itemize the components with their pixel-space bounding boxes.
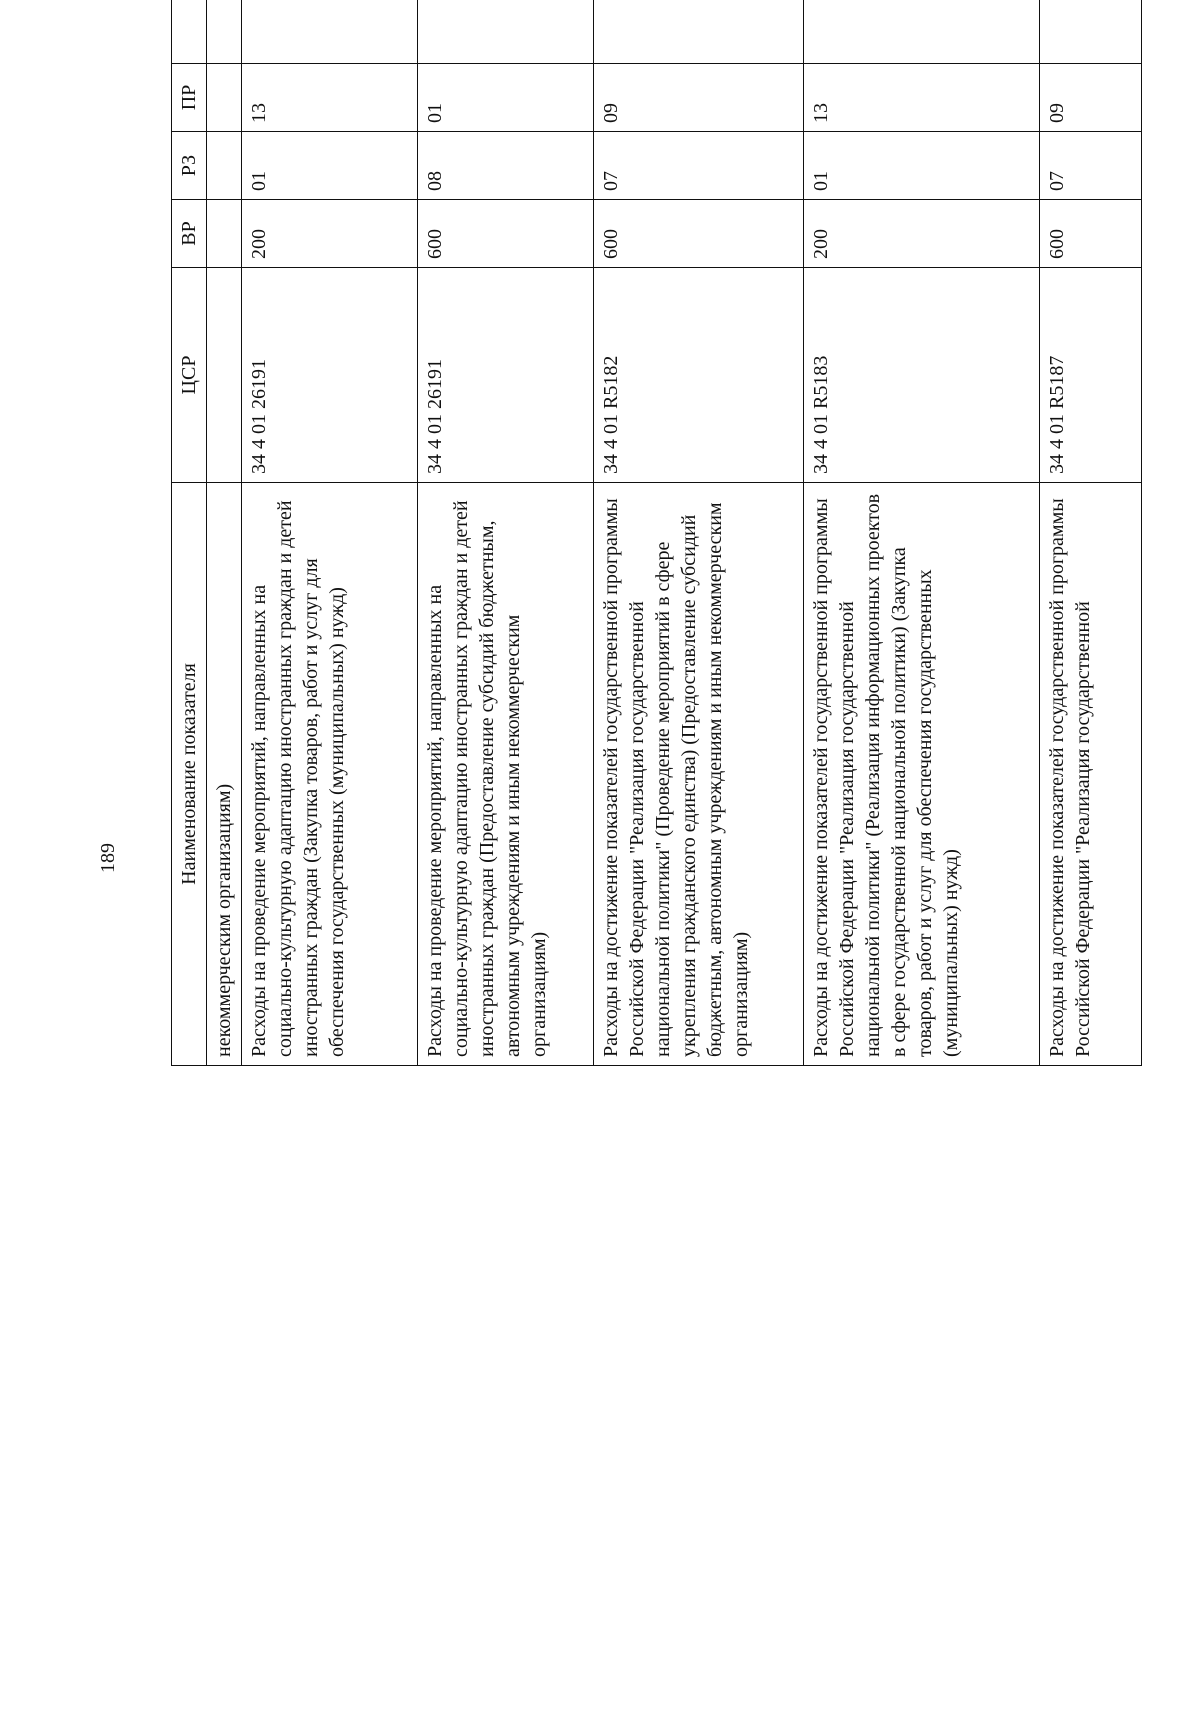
row-name: Расходы на проведение мероприятий, направленных на социально-культурную адаптацию иностранных граждан и детей иностранных граждан (Закупка товаров, работ и услуг для обеспечения государственных (муниципальных) нужд) xyxy=(242,483,418,1066)
row-rz: 01 xyxy=(242,132,418,200)
row-csr: 34 4 01 R5182 xyxy=(594,268,804,483)
row-pr: 09 xyxy=(594,64,804,132)
header-rz: РЗ xyxy=(172,132,207,200)
header-pr: ПР xyxy=(172,64,207,132)
continuation-text: некоммерческим организациям) xyxy=(207,483,242,1066)
header-2025 xyxy=(172,0,207,64)
row-rz: 01 xyxy=(804,132,1040,200)
row-vr: 200 xyxy=(242,200,418,268)
row-name: Расходы на достижение показателей государственной программы Российской Федерации "Реализация государственной xyxy=(1040,483,1142,1066)
table-row xyxy=(418,0,594,1066)
header-vr: ВР xyxy=(172,200,207,268)
page-number: 189 xyxy=(97,843,119,873)
row-2025 xyxy=(1040,0,1142,64)
row-rz: 07 xyxy=(594,132,804,200)
row-pr: 09 xyxy=(1040,64,1142,132)
row-pr: 01 xyxy=(418,64,594,132)
header-name: Наименование показателя xyxy=(172,483,207,1066)
row-csr: 34 4 01 R5183 xyxy=(804,268,1040,483)
row-vr: 600 xyxy=(418,200,594,268)
row-name: Расходы на проведение мероприятий, направленных на социально-культурную адаптацию иностранных граждан и детей иностранных граждан (Предоставление субсидий бюджетным, автономным учреждениям и иным некоммерческим организациям) xyxy=(418,483,594,1066)
row-2025 xyxy=(594,0,804,64)
row-rz: 08 xyxy=(418,132,594,200)
row-csr: 34 4 01 R5187 xyxy=(1040,268,1142,483)
row-vr: 200 xyxy=(804,200,1040,268)
row-csr: 34 4 01 26191 xyxy=(418,268,594,483)
continuation-row xyxy=(207,0,242,1066)
row-vr: 600 xyxy=(1040,200,1142,268)
row-name: Расходы на достижение показателей государственной программы Российской Федерации "Реализация государственной национальной политики" (Проведение мероприятий в сфере укрепления гражданского единства) (Предоставление субсидий бюджетным, автономным учреждениям и иным некоммерческим организациям) xyxy=(594,483,804,1066)
budget-table-rotated xyxy=(171,0,1133,1066)
row-pr: 13 xyxy=(804,64,1040,132)
row-2025 xyxy=(804,0,1040,64)
row-2025 xyxy=(418,0,594,64)
row-2025 xyxy=(242,0,418,64)
table-row xyxy=(242,0,418,1066)
table-row xyxy=(594,0,804,1066)
header-csr: ЦСР xyxy=(172,268,207,483)
table-row xyxy=(1040,0,1142,1066)
budget-table xyxy=(171,0,1142,1066)
row-csr: 34 4 01 26191 xyxy=(242,268,418,483)
row-name: Расходы на достижение показателей государственной программы Российской Федерации "Реализация государственной национальной политики" (Реализация информационных проектов в сфере государственной национальной политики) (Закупка товаров, работ и услуг для обеспечения государственных (муниципальных) нужд) xyxy=(804,483,1040,1066)
row-rz: 07 xyxy=(1040,132,1142,200)
row-vr: 600 xyxy=(594,200,804,268)
row-pr: 13 xyxy=(242,64,418,132)
table-header-row xyxy=(172,0,207,1066)
table-row xyxy=(804,0,1040,1066)
